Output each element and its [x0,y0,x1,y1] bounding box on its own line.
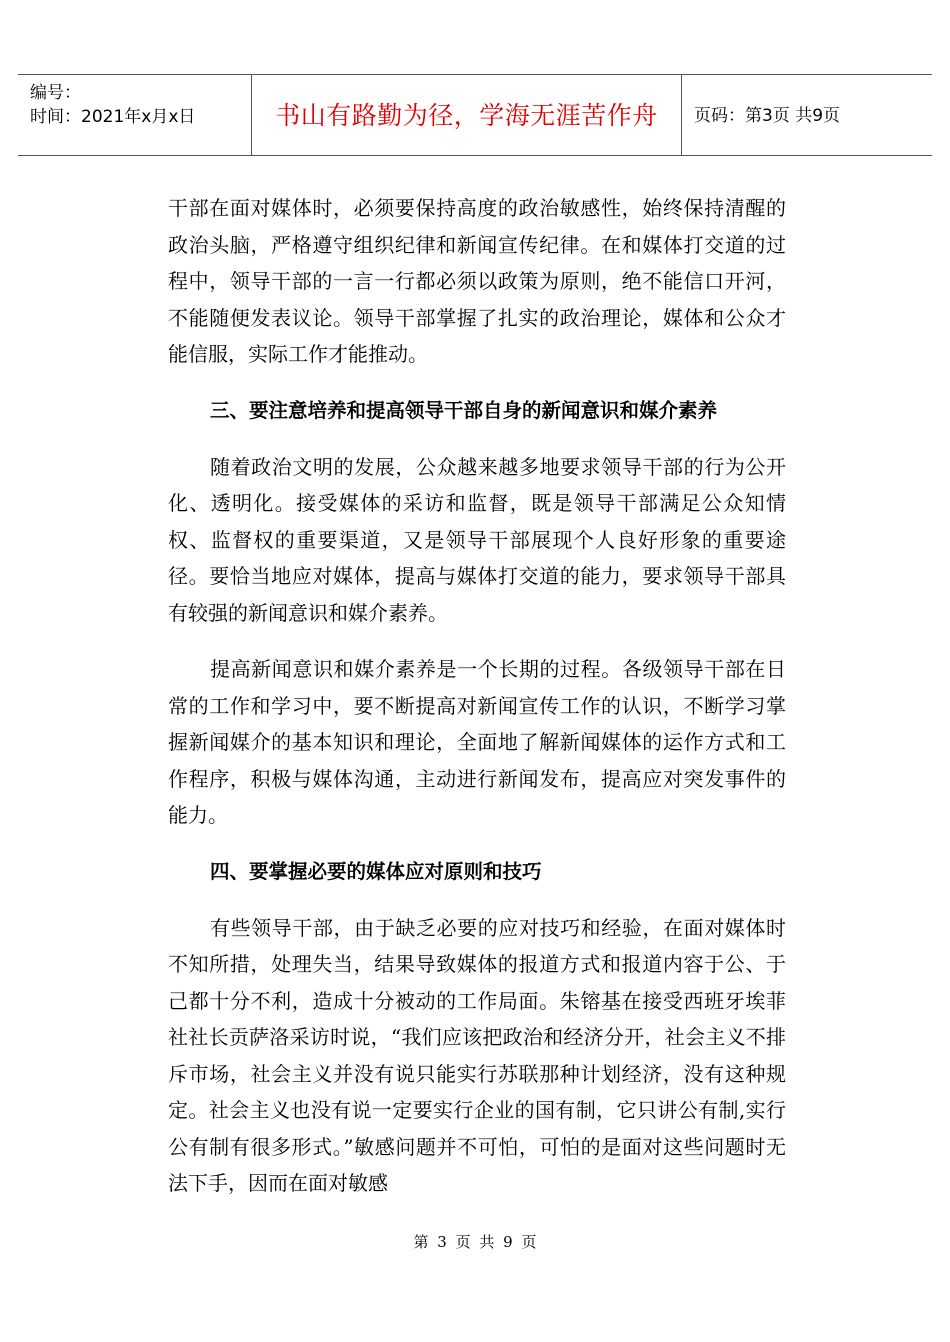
header-table [18,74,932,156]
body-paragraph-4: 有些领导干部，由于缺乏必要的应对技巧和经验，在面对媒体时不知所措，处理失当，结果导致媒体的报道方式和报道内容于公、于己都十分不利，造成十分被动的工作局面。朱镕基在接受西班牙埃菲社社长贡萨洛采访时说，“我们应该把政治和经济分开，社会主义不排斥市场，社会主义并没有说只能实行苏联那种计划经济，没有这种规定。社会主义也没有说一定要实行企业的国有制，它只讲公有制,实行公有制有很多形式。”敏感问题并不可怕，可怕的是面对这些问题时无法下手，因而在面对敏感 [168,915,786,1195]
section-heading-4: 四、要掌握必要的媒体应对原则和技巧 [210,859,542,883]
body-paragraph-3: 提高新闻意识和媒介素养是一个长期的过程。各级领导干部在日常的工作和学习中，要不断提高对新闻宣传工作的认识，不断学习掌握新闻媒介的基本知识和理论，全面地了解新闻媒体的运作方式和工作程序，积极与媒体沟通，主动进行新闻发布，提高应对突发事件的能力。 [168,657,786,827]
page-footer: 第 3 页 共 9 页 [413,1233,537,1251]
time-label: 时间：2021年x月x日 [30,107,196,127]
page-code-cell [682,75,932,155]
motto-cell [252,75,682,155]
section-heading-3: 三、要注意培养和提高领导干部自身的新闻意识和媒介素养 [210,398,718,422]
page-code-text: 页码：第3页 共9页 [694,106,841,126]
header-meta-cell [18,75,252,155]
motto-text: 书山有路勤为径，学海无涯苦作舟 [275,101,658,130]
body-paragraph-1: 干部在面对媒体时，必须要保持高度的政治敏感性，始终保持清醒的政治头脑，严格遵守组织纪律和新闻宣传纪律。在和媒体打交道的过程中，领导干部的一言一行都必须以政策为原则，绝不能信口开河，不能随便发表议论。领导干部掌握了扎实的政治理论，媒体和公众才能信服，实际工作才能推动。 [168,196,786,366]
document-body [168,190,786,1222]
number-label: 编号： [30,83,81,103]
body-paragraph-2: 随着政治文明的发展，公众越来越多地要求领导干部的行为公开化、透明化。接受媒体的采访和监督，既是领导干部满足公众知情权、监督权的重要渠道，又是领导干部展现个人良好形象的重要途径。要恰当地应对媒体，提高与媒体打交道的能力，要求领导干部具有较强的新闻意识和媒介素养。 [168,454,786,625]
